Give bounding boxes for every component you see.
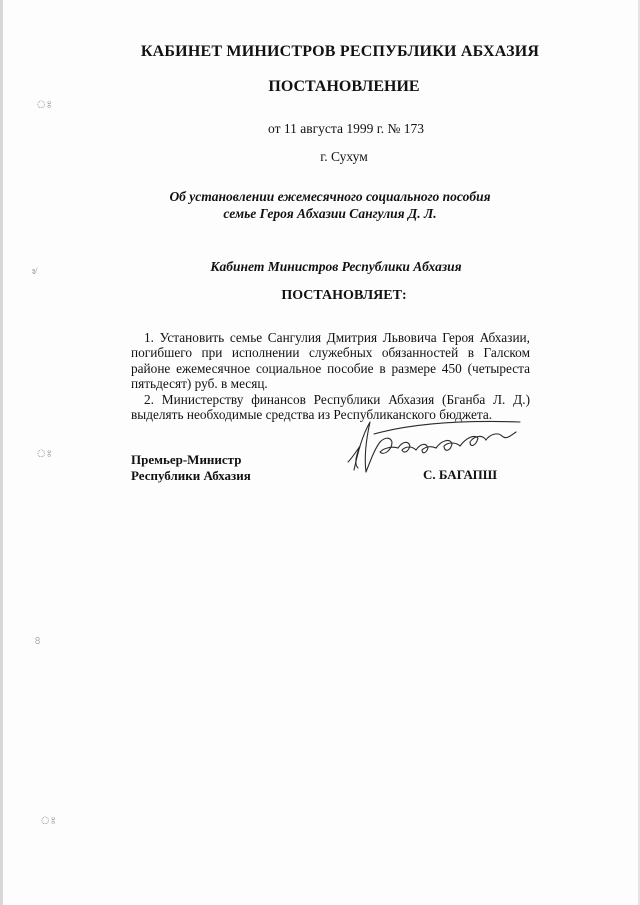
punch-hole-mark: ঃ <box>40 815 57 827</box>
issuer: Кабинет Министров Республики Абхазия <box>210 259 462 274</box>
resolution-body <box>131 330 530 422</box>
punch-hole-mark: ৪ <box>34 635 42 647</box>
resolves-heading: ПОСТАНОВЛЯЕТ: <box>281 288 407 303</box>
signatory-title <box>131 452 251 484</box>
subject-line-1: Об установлении ежемесячного социального пособия <box>169 189 491 204</box>
signatory-title-line-1: Премьер-Министр <box>131 452 242 467</box>
scan-left-edge <box>0 0 3 905</box>
subject-line-2: семье Героя Абхазии Сангулия Д. Л. <box>223 206 437 221</box>
document-type: ПОСТАНОВЛЕНИЕ <box>268 78 420 95</box>
signatory-name: С. БАГАПШ <box>423 467 498 482</box>
punch-hole-mark: ঃ <box>36 99 53 111</box>
punch-hole-mark: ঃ <box>36 448 53 460</box>
paragraph-2: 2. Министерству финансов Республики Абхазия (Бганба Л. Д.) выделять необходимые средства из Республиканского бюджета. <box>131 391 530 423</box>
signatory-title-line-2: Республики Абхазия <box>131 468 251 483</box>
city: г. Сухум <box>320 149 368 164</box>
subject <box>10 188 640 222</box>
paragraph-1: 1. Установить семье Сангулия Дмитрия Львовича Героя Абхазии, погибшего при исполнении служебных обязанностей в Галском районе ежемесячное социальное пособие в размере 450 (четыреста пятьдесят) руб. в месяц. <box>131 330 530 392</box>
document-header: КАБИНЕТ МИНИСТРОВ РЕСПУБЛИКИ АБХАЗИЯ <box>140 43 540 60</box>
date-number: от 11 августа 1999 г. № 173 <box>268 121 424 136</box>
punch-hole-mark: ৶ <box>32 265 38 277</box>
